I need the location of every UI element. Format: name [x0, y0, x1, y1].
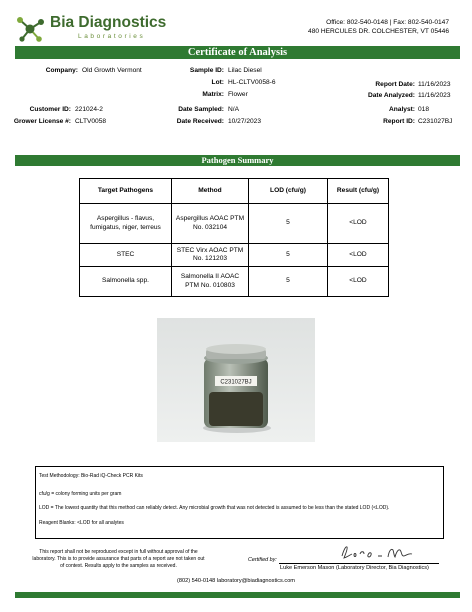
table-header-row — [80, 179, 389, 204]
analyst-value: 018 — [418, 106, 430, 113]
grower-license-value: CLTV0058 — [75, 118, 107, 125]
customer-id-value: 221024-2 — [75, 106, 103, 113]
result-cell: <LOD — [328, 267, 389, 297]
report-id-value: C231027BJ — [418, 118, 453, 125]
sample-info — [0, 66, 472, 152]
pathogen-results-table — [79, 178, 389, 297]
brand-name: Bia Diagnostics — [50, 14, 167, 31]
matrix-label: Matrix: — [202, 91, 224, 98]
date-analyzed-value: 11/16/2023 — [418, 92, 451, 99]
signature-line — [279, 563, 439, 564]
table-row — [80, 244, 389, 267]
sample-id-value: Lilac Diesel — [228, 67, 262, 74]
disclaimer-text: This report shall not be reproduced except in full without approval of the laboratory. This is to provide assurance that parts of a report are not taken out of context. Results apply to the samples as received. — [32, 549, 205, 569]
lod-cell: 5 — [249, 204, 328, 244]
cfu-definition: cfu/g = colony forming units per gram — [39, 491, 122, 497]
method-cell: Salmonella II AOAC PTM No. 010803 — [172, 267, 249, 297]
contact-block — [308, 18, 449, 36]
header-method: Method — [172, 179, 249, 204]
lod-cell: 5 — [249, 267, 328, 297]
report-date-label: Report Date: — [375, 81, 415, 88]
date-sampled-label: Date Sampled: — [178, 106, 224, 113]
result-cell: <LOD — [328, 244, 389, 267]
date-sampled-value: N/A — [228, 106, 239, 113]
report-id-label: Report ID: — [383, 118, 415, 125]
company-value: Old Growth Vermont — [82, 67, 142, 74]
sample-jar-image — [157, 318, 315, 442]
brand-subtitle: Laboratories — [78, 33, 146, 40]
footer-contact: (802) 540-0148 laboratory@biadiagnostics.com — [177, 578, 295, 584]
sample-id-label: Sample ID: — [189, 67, 224, 74]
pathogen-cell: STEC — [80, 244, 172, 267]
pathogen-cell: Aspergillus - flavus, fumigatus, niger, terreus — [80, 204, 172, 244]
notes-box — [35, 466, 444, 539]
company-logo — [14, 12, 167, 46]
signer-name: Luke Emerson Mason (Laboratory Director, Bia Diagnostics) — [280, 565, 429, 571]
method-cell: STEC Virx AOAC PTM No. 121203 — [172, 244, 249, 267]
lod-cell: 5 — [249, 244, 328, 267]
certified-by-label: Certified by: — [248, 557, 277, 563]
grower-license-label: Grower License #: — [13, 118, 71, 125]
header-result: Result (cfu/g) — [328, 179, 389, 204]
company-label: Company: — [45, 67, 78, 74]
pathogen-cell: Salmonella spp. — [80, 267, 172, 297]
lod-definition: LOD = The lowest quantity that this method can reliably detect. Any microbial growth that was not detected is assumed to be less than the stated LOD (<LOD). — [39, 505, 390, 511]
matrix-value: Flower — [228, 91, 248, 98]
report-date-value: 11/16/2023 — [418, 81, 451, 88]
jar-label-text: C231027BJ — [220, 379, 252, 386]
table-row — [80, 267, 389, 297]
lot-value: HL-CLTV0058-6 — [228, 79, 276, 86]
lot-label: Lot: — [211, 79, 224, 86]
header-lod: LOD (cfu/g) — [249, 179, 328, 204]
contact-address: 480 HERCULES DR. COLCHESTER, VT 05446 — [308, 28, 449, 35]
handwritten-signature — [338, 543, 418, 561]
reagent-blanks: Reagent Blanks: <LOD for all analytes — [39, 520, 124, 526]
document-title: Certificate of Analysis — [15, 46, 460, 59]
date-received-value: 10/27/2023 — [228, 118, 262, 125]
header-target-pathogens: Target Pathogens — [80, 179, 172, 204]
test-methodology: Test Methodology: Bio-Rad iQ-Check PCR Kits — [39, 473, 143, 479]
date-received-label: Date Received: — [176, 118, 224, 125]
analyst-label: Analyst: — [388, 106, 415, 113]
molecule-logo-icon — [14, 14, 46, 44]
table-row — [80, 204, 389, 244]
sample-photo — [157, 318, 315, 442]
method-cell: Aspergillus AOAC PTM No. 032104 — [172, 204, 249, 244]
date-analyzed-label: Date Analyzed: — [367, 92, 415, 99]
contact-phone: Office: 802-540-0148 | Fax: 802-540-0147 — [326, 19, 449, 26]
bottom-accent-bar — [15, 592, 460, 598]
pathogen-summary-title: Pathogen Summary — [15, 155, 460, 166]
customer-id-label: Customer ID: — [29, 106, 71, 113]
result-cell: <LOD — [328, 204, 389, 244]
